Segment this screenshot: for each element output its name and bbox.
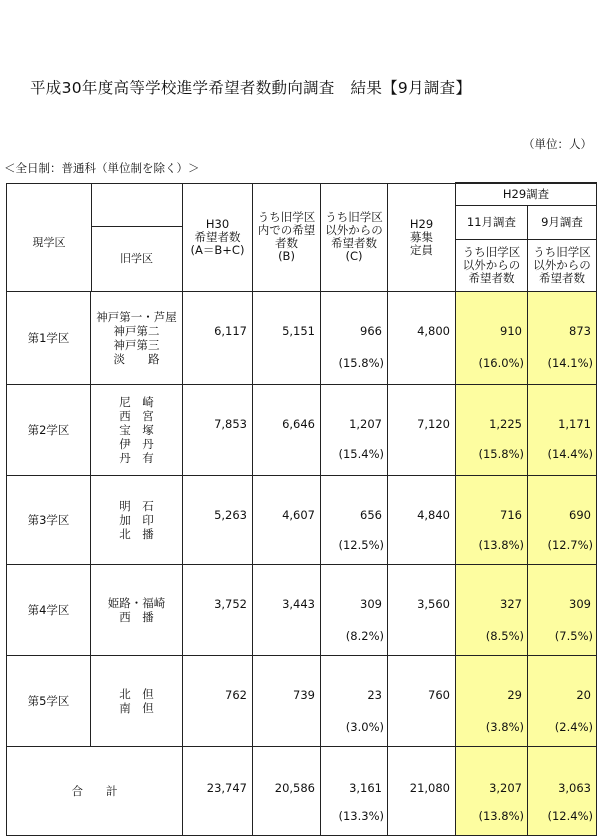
header-current-district: 現学区: [32, 235, 66, 249]
old-district-list: 北 但 南 但: [91, 655, 183, 746]
value-c: 656 (12.5%): [321, 475, 388, 564]
value-c: 966 (15.8%): [321, 291, 388, 384]
district-label: 第1学区: [7, 291, 91, 384]
table-row: [7, 655, 597, 746]
header-within: うち旧学区 内での希望 者数 (B): [253, 183, 321, 291]
old-district-list: 明 石 加 印 北 播: [91, 475, 183, 564]
value-a: 762: [183, 655, 253, 746]
value-cap: 7,120: [388, 384, 456, 475]
district-label: 第5学区: [7, 655, 91, 746]
value-sep: 309 (7.5%): [528, 564, 597, 655]
value-b: 4,607: [253, 475, 321, 564]
value-a: 3,752: [183, 564, 253, 655]
value-a: 7,853: [183, 384, 253, 475]
value-c: 309 (8.2%): [321, 564, 388, 655]
value-nov: 327 (8.5%): [456, 564, 528, 655]
value-nov: 910 (16.0%): [456, 291, 528, 384]
value-sep: 690 (12.7%): [528, 475, 597, 564]
value-a: 6,117: [183, 291, 253, 384]
value-c: 23 (3.0%): [321, 655, 388, 746]
district-label: 第4学区: [7, 564, 91, 655]
total-row: [7, 746, 597, 835]
header-sep-sub: うち旧学区 以外からの 希望者数: [528, 239, 597, 291]
header-sep: 9月調査: [528, 205, 597, 239]
value-cap: 4,800: [388, 291, 456, 384]
total-a: 23,747: [183, 746, 253, 835]
value-b: 739: [253, 655, 321, 746]
total-cap: 21,080: [388, 746, 456, 835]
header-nov-sub: うち旧学区 以外からの 希望者数: [456, 239, 528, 291]
header-h30: H30 希望者数 (A＝B+C): [183, 183, 253, 291]
value-sep: 1,171 (14.4%): [528, 384, 597, 475]
old-district-list: 姫路・福崎 西 播: [91, 564, 183, 655]
district-label: 第2学区: [7, 384, 91, 475]
old-district-list: 神戸第一・芦屋 神戸第二 神戸第三 淡 路: [91, 291, 183, 384]
header-outside: うち旧学区 以外からの 希望者数 (C): [321, 183, 388, 291]
value-b: 3,443: [253, 564, 321, 655]
table-row: [7, 384, 597, 475]
total-nov: 3,207 (13.8%): [456, 746, 528, 835]
value-cap: 4,840: [388, 475, 456, 564]
header-h29-survey: H29調査: [456, 183, 597, 205]
survey-table: [6, 182, 597, 836]
value-nov: 716 (13.8%): [456, 475, 528, 564]
scope-note: ＜全日制：普通科（単位制を除く）＞: [4, 161, 200, 175]
table-row: [7, 291, 597, 384]
header-district-cell: [7, 183, 183, 291]
value-b: 6,646: [253, 384, 321, 475]
unit-note: （単位：人）: [523, 137, 592, 151]
page-title: 平成30年度高等学校進学希望者数動向調査 結果【9月調査】: [30, 79, 472, 97]
value-sep: 873 (14.1%): [528, 291, 597, 384]
value-sep: 20 (2.4%): [528, 655, 597, 746]
header-nov: 11月調査: [456, 205, 528, 239]
header-capacity: H29 募集 定員: [388, 183, 456, 291]
value-nov: 1,225 (15.8%): [456, 384, 528, 475]
header-old-district: 旧学区: [120, 251, 153, 265]
value-cap: 760: [388, 655, 456, 746]
total-sep: 3,063 (12.4%): [528, 746, 597, 835]
total-c: 3,161 (13.3%): [321, 746, 388, 835]
total-label: 合 計: [7, 746, 183, 835]
value-c: 1,207 (15.4%): [321, 384, 388, 475]
total-b: 20,586: [253, 746, 321, 835]
value-nov: 29 (3.8%): [456, 655, 528, 746]
value-a: 5,263: [183, 475, 253, 564]
value-b: 5,151: [253, 291, 321, 384]
table-row: [7, 564, 597, 655]
table-row: [7, 475, 597, 564]
district-label: 第3学区: [7, 475, 91, 564]
value-cap: 3,560: [388, 564, 456, 655]
old-district-list: 尼 崎 西 宮 宝 塚 伊 丹 丹 有: [91, 384, 183, 475]
